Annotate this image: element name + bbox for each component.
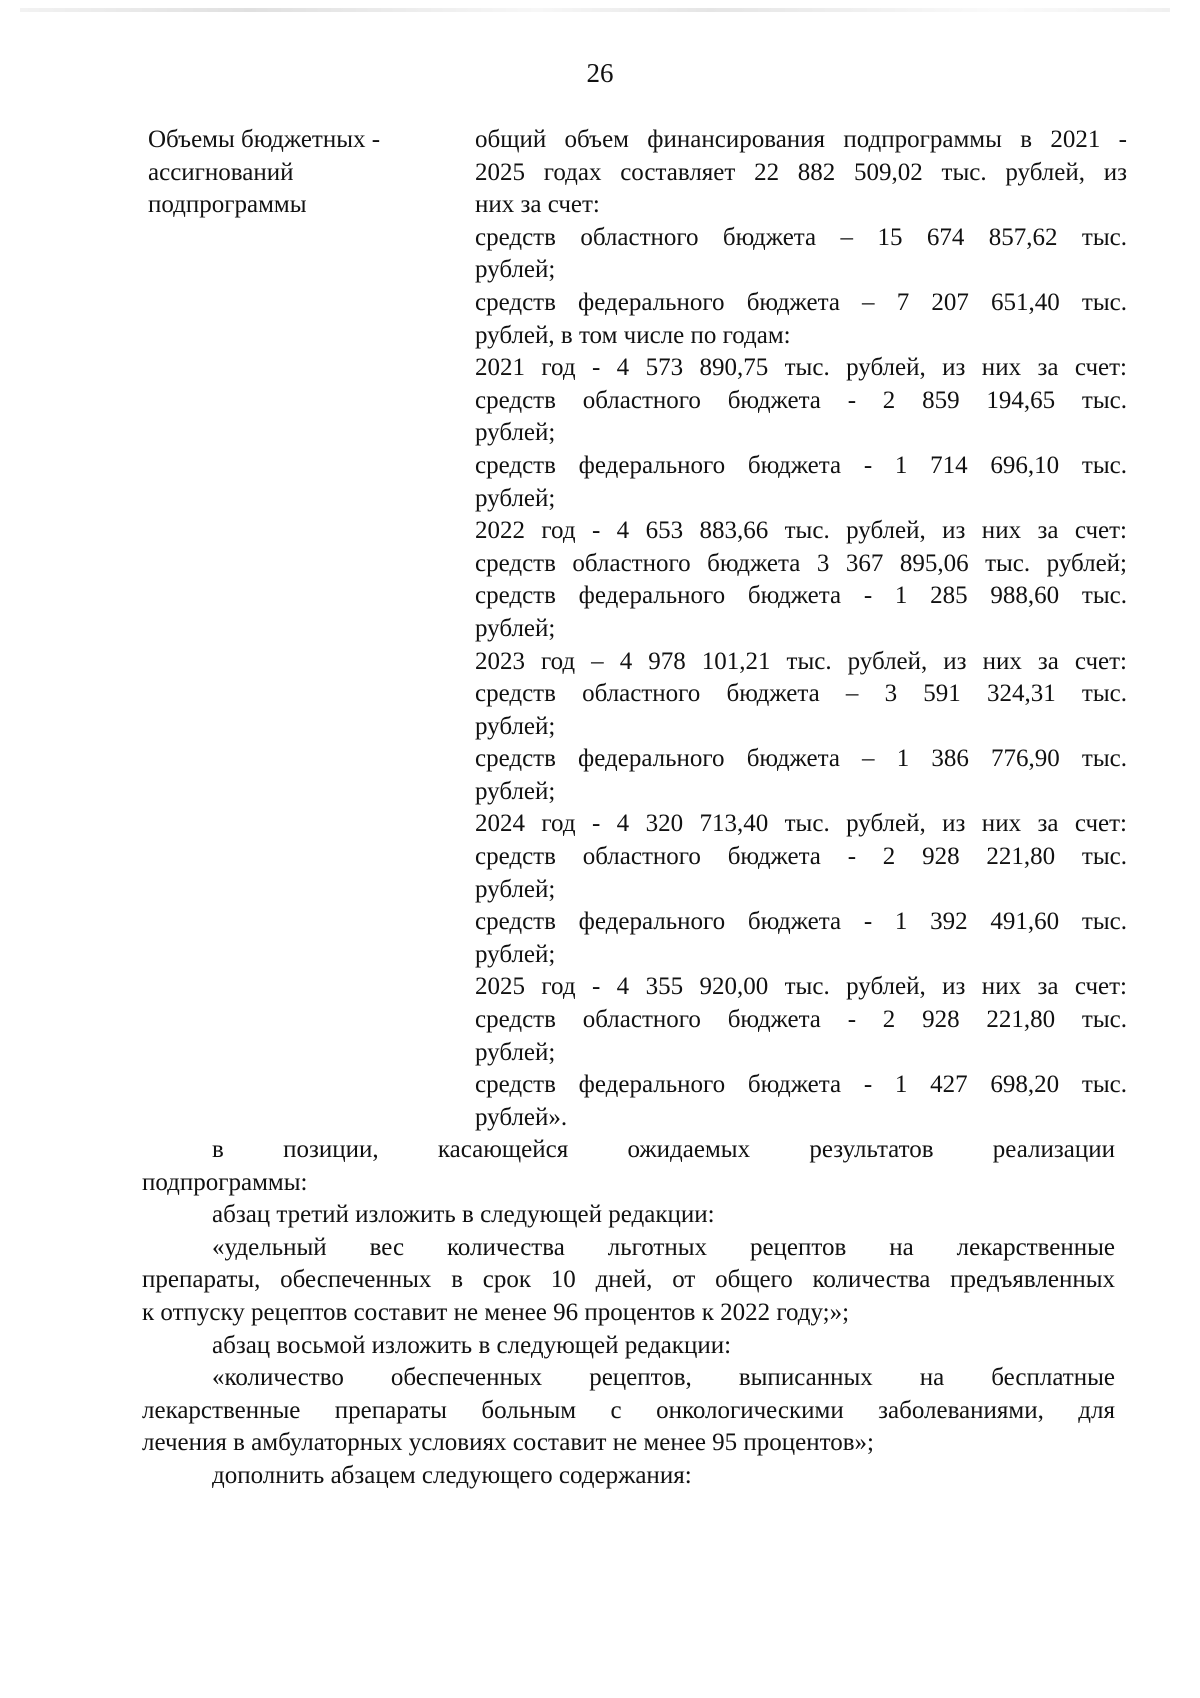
- passport-value-line: средств областного бюджета - 2 928 221,80 тыс.: [475, 1006, 1127, 1034]
- passport-value-line: средств федерального бюджета – 1 386 776,90 тыс.: [475, 745, 1127, 773]
- passport-value-line: средств федерального бюджета – 7 207 651,40 тыс.: [475, 288, 1127, 316]
- paragraph-line: «удельный вес количества льготных рецептов на лекарственные: [212, 1233, 1115, 1261]
- passport-value-line: средств областного бюджета - 2 859 194,65 тыс.: [475, 386, 1127, 414]
- paragraph-line: абзац восьмой изложить в следующей редакции:: [212, 1331, 732, 1359]
- passport-value-line: рублей;: [475, 712, 556, 740]
- passport-value-line: 2025 год - 4 355 920,00 тыс. рублей, из них за счет:: [475, 973, 1127, 1001]
- scan-artifact: [20, 8, 1170, 12]
- passport-label-line: ассигнований: [148, 158, 294, 186]
- passport-value-line: рублей, в том числе по годам:: [475, 321, 791, 349]
- passport-value-line: рублей;: [475, 777, 556, 805]
- passport-label-line: подпрограммы: [148, 191, 307, 219]
- paragraph-line: дополнить абзацем следующего содержания:: [212, 1461, 692, 1489]
- passport-value-line: 2025 годах составляет 22 882 509,02 тыс. рублей, из: [475, 158, 1127, 186]
- passport-value-line: средств областного бюджета - 2 928 221,80 тыс.: [475, 843, 1127, 871]
- passport-value-line: средств федерального бюджета - 1 392 491,60 тыс.: [475, 908, 1127, 936]
- passport-value: [475, 124, 1127, 1134]
- passport-value-line: рублей;: [475, 940, 556, 968]
- paragraph-line: препараты, обеспеченных в срок 10 дней, от общего количества предъявленных: [142, 1266, 1115, 1294]
- passport-value-line: рублей;: [475, 614, 556, 642]
- passport-value-line: рублей».: [475, 1103, 568, 1131]
- paragraph-line: лекарственные препараты больным с онкологическими заболеваниями, для: [142, 1396, 1115, 1424]
- paragraph-line: абзац третий изложить в следующей редакции:: [212, 1201, 715, 1229]
- passport-value-line: рублей;: [475, 256, 556, 284]
- passport-label: [148, 124, 438, 222]
- page-number: 26: [586, 58, 614, 88]
- paragraph-line: к отпуску рецептов составит не менее 96 процентов к 2022 году;»;: [142, 1298, 850, 1326]
- passport-value-line: средств областного бюджета – 15 674 857,62 тыс.: [475, 223, 1127, 251]
- paragraph-line: «количество обеспеченных рецептов, выписанных на бесплатные: [212, 1364, 1115, 1392]
- passport-value-line: 2022 год - 4 653 883,66 тыс. рублей, из них за счет:: [475, 517, 1127, 545]
- passport-value-line: 2023 год – 4 978 101,21 тыс. рублей, из них за счет:: [475, 647, 1127, 675]
- passport-label-line: Объемы бюджетных -: [148, 126, 381, 153]
- paragraph-line: лечения в амбулаторных условиях составит не менее 95 процентов»;: [142, 1429, 875, 1457]
- passport-value-line: общий объем финансирования подпрограммы в 2021 -: [475, 126, 1127, 153]
- passport-value-line: них за счет:: [475, 191, 600, 219]
- passport-value-line: средств федерального бюджета - 1 427 698,20 тыс.: [475, 1071, 1127, 1099]
- passport-value-line: средств областного бюджета 3 367 895,06 тыс. рублей;: [475, 549, 1127, 577]
- passport-value-line: 2024 год - 4 320 713,40 тыс. рублей, из них за счет:: [475, 810, 1127, 838]
- paragraph-line: в позиции, касающейся ожидаемых результатов реализации: [212, 1136, 1115, 1163]
- passport-value-line: средств федерального бюджета - 1 714 696,10 тыс.: [475, 451, 1127, 479]
- passport-value-line: рублей;: [475, 1038, 556, 1066]
- passport-value-line: 2021 год - 4 573 890,75 тыс. рублей, из них за счет:: [475, 354, 1127, 382]
- passport-value-line: средств областного бюджета – 3 591 324,31 тыс.: [475, 680, 1127, 708]
- passport-value-line: рублей;: [475, 419, 556, 447]
- paragraph-line: подпрограммы:: [142, 1168, 308, 1196]
- passport-value-line: рублей;: [475, 875, 556, 903]
- passport-value-line: средств федерального бюджета - 1 285 988,60 тыс.: [475, 582, 1127, 610]
- passport-value-line: рублей;: [475, 484, 556, 512]
- amendment-text: [142, 1134, 1115, 1493]
